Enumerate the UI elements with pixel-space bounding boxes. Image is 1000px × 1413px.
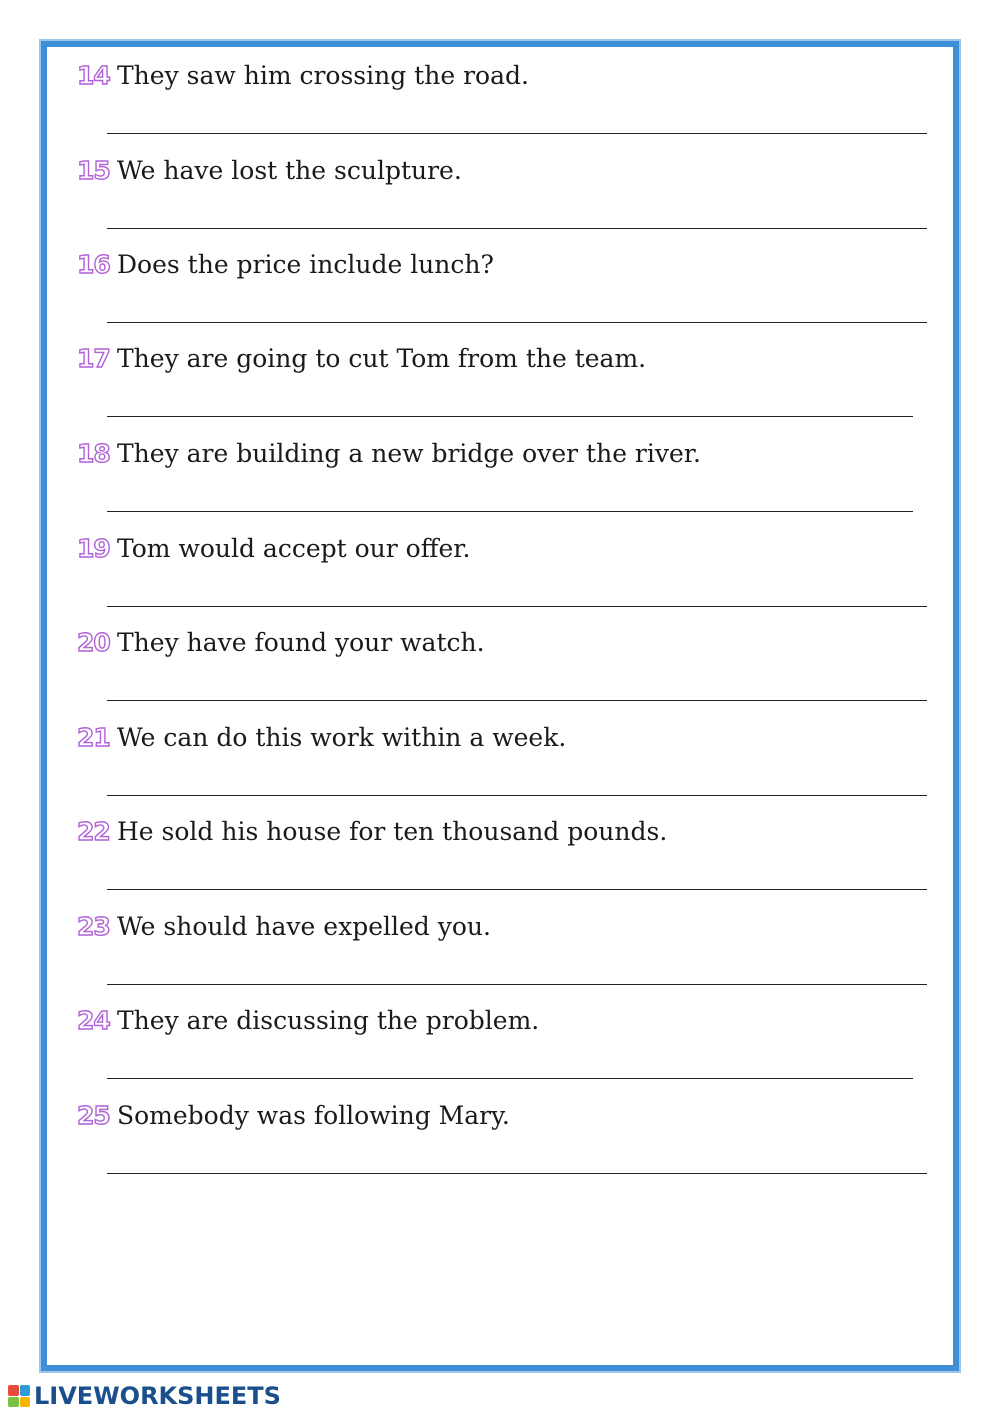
logo-square [20, 1385, 31, 1396]
exercise-item [47, 614, 953, 708]
item-sentence: They have found your watch. [117, 628, 485, 657]
answer-line[interactable] [107, 1173, 927, 1174]
logo-square [8, 1385, 19, 1396]
exercise-item [47, 425, 953, 519]
worksheet-frame [41, 41, 959, 1371]
logo-square [8, 1397, 19, 1408]
item-number: 21 [77, 723, 110, 752]
item-sentence: They are discussing the problem. [117, 1006, 540, 1035]
logo-square [20, 1397, 31, 1408]
item-sentence: They saw him crossing the road. [117, 61, 529, 90]
item-number: 23 [77, 912, 110, 941]
liveworksheets-logo-icon [8, 1385, 30, 1407]
item-number: 24 [77, 1006, 110, 1035]
answer-line[interactable] [107, 133, 927, 134]
answer-line[interactable] [107, 889, 927, 890]
item-sentence: He sold his house for ten thousand pounds. [117, 817, 668, 846]
item-sentence: We should have expelled you. [117, 912, 491, 941]
answer-line[interactable] [107, 322, 927, 323]
item-number: 18 [77, 439, 110, 468]
item-number: 16 [77, 250, 110, 279]
item-number: 17 [77, 344, 110, 373]
brand-name: LIVEWORKSHEETS [34, 1382, 281, 1410]
answer-line[interactable] [107, 984, 927, 985]
answer-line[interactable] [107, 228, 927, 229]
item-number: 20 [77, 628, 110, 657]
exercise-item [47, 992, 953, 1086]
answer-line[interactable] [107, 511, 913, 512]
exercise-item [47, 803, 953, 897]
item-sentence: They are building a new bridge over the river. [117, 439, 701, 468]
item-number: 22 [77, 817, 110, 846]
item-number: 14 [77, 61, 110, 90]
item-number: 19 [77, 534, 110, 563]
answer-line[interactable] [107, 416, 913, 417]
exercise-item [47, 520, 953, 614]
exercise-item [47, 898, 953, 992]
answer-line[interactable] [107, 606, 927, 607]
item-sentence: We have lost the sculpture. [117, 156, 462, 185]
exercise-item [47, 142, 953, 236]
exercise-item [47, 330, 953, 424]
item-sentence: Tom would accept our offer. [117, 534, 471, 563]
item-sentence: Does the price include lunch? [117, 250, 494, 279]
exercise-item [47, 709, 953, 803]
item-number: 15 [77, 156, 110, 185]
exercise-item [47, 236, 953, 330]
item-number: 25 [77, 1101, 110, 1130]
answer-line[interactable] [107, 700, 927, 701]
answer-line[interactable] [107, 1078, 913, 1079]
item-sentence: They are going to cut Tom from the team. [117, 344, 647, 373]
exercise-item [47, 1087, 953, 1181]
item-sentence: Somebody was following Mary. [117, 1101, 510, 1130]
footer-brand[interactable] [8, 1381, 281, 1411]
item-sentence: We can do this work within a week. [117, 723, 567, 752]
answer-line[interactable] [107, 795, 927, 796]
exercise-item [47, 47, 953, 141]
